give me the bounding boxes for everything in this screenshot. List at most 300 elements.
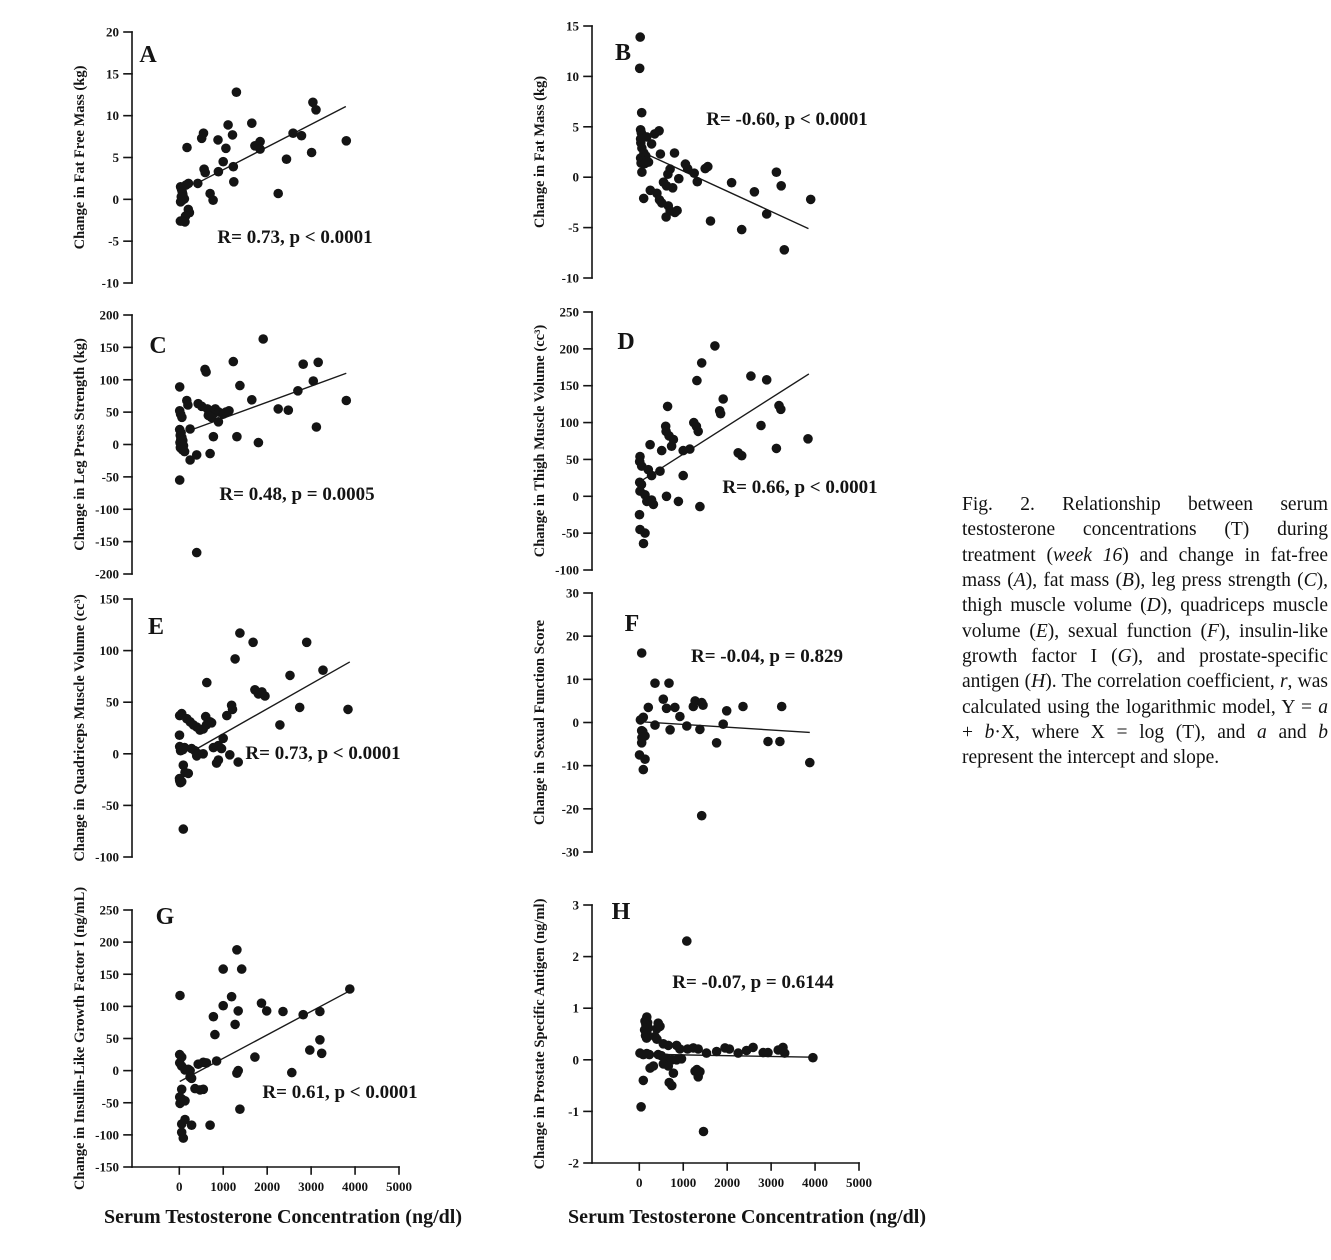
data-point (647, 471, 657, 481)
x-axis-title-left: Serum Testosterone Concentration (ng/dl) (104, 1206, 462, 1228)
data-point (343, 705, 353, 715)
data-point (247, 395, 257, 405)
scatter-panel-b (520, 10, 960, 310)
caption-italic-segment: F (1207, 620, 1219, 642)
data-point (805, 758, 815, 768)
caption-text-segment: ), sexual function ( (1047, 620, 1208, 642)
data-point (237, 964, 247, 974)
data-point (177, 777, 187, 787)
y-tick-label: 100 (559, 415, 579, 431)
data-point (677, 1054, 687, 1064)
data-point (645, 1050, 655, 1060)
data-point (248, 638, 258, 648)
data-point (225, 750, 235, 760)
data-point (210, 1030, 220, 1040)
data-point (209, 432, 219, 442)
data-point (230, 1020, 240, 1030)
data-point (177, 1119, 187, 1129)
data-point (223, 120, 233, 130)
panel-letter: C (149, 333, 167, 359)
data-point (662, 704, 672, 714)
data-point (675, 712, 685, 722)
data-point (315, 1035, 325, 1045)
data-point (233, 757, 243, 767)
x-tick-label: 5000 (846, 1175, 872, 1190)
data-point (295, 703, 305, 713)
correlation-annotation: R= -0.04, p = 0.829 (690, 646, 844, 667)
y-tick-label: 50 (566, 451, 579, 467)
data-point (722, 706, 732, 716)
panel-letter: G (155, 904, 175, 930)
x-tick-label: 0 (176, 1179, 183, 1194)
data-point (345, 984, 355, 994)
y-tick-label: -5 (568, 220, 579, 236)
data-point (218, 157, 228, 167)
data-point (639, 765, 649, 775)
data-points (175, 945, 355, 1143)
data-point (232, 87, 242, 97)
data-point (177, 413, 187, 423)
data-point (682, 721, 692, 731)
data-point (180, 447, 190, 457)
data-point (664, 1041, 674, 1051)
data-point (637, 733, 647, 743)
caption-italic-segment: E (1035, 620, 1048, 642)
data-point (702, 1048, 712, 1058)
caption-italic-segment: H (1031, 671, 1046, 693)
data-point (733, 1048, 743, 1058)
data-point (662, 492, 672, 502)
data-point (689, 168, 699, 178)
figure-caption (962, 492, 1328, 771)
scatter-panel-a (60, 10, 500, 310)
data-point (198, 749, 208, 759)
data-point (182, 143, 192, 153)
data-point (229, 357, 239, 367)
data-point (184, 769, 194, 779)
data-point (644, 703, 654, 713)
data-point (207, 718, 217, 728)
data-point (636, 1102, 646, 1112)
y-tick-label: -150 (95, 534, 119, 550)
data-points (635, 648, 815, 820)
data-point (738, 702, 748, 712)
y-tick-label: 10 (566, 671, 579, 687)
data-point (235, 1104, 245, 1114)
data-point (674, 174, 684, 184)
caption-italic-segment: b (984, 722, 995, 744)
data-point (698, 700, 708, 710)
caption-italic-segment: week 16 (1052, 544, 1123, 566)
y-tick-label: 150 (99, 339, 119, 355)
y-axis-title: Change in Leg Press Strength (kg) (72, 338, 88, 551)
y-axis-title: Change in Quadriceps Muscle Volume (cc³) (72, 594, 88, 862)
data-point (176, 746, 186, 756)
data-point (780, 1048, 790, 1058)
data-point (642, 1033, 652, 1043)
data-point (663, 402, 673, 412)
data-point (305, 1045, 315, 1055)
y-axis-title: Change in Fat Free Mass (kg) (72, 65, 88, 250)
data-point (639, 539, 649, 549)
data-point (233, 1066, 243, 1076)
y-tick-label: 15 (566, 18, 579, 34)
data-point (311, 105, 321, 115)
data-point (175, 991, 185, 1001)
data-point (655, 1022, 665, 1032)
data-point (275, 720, 285, 730)
caption-italic-segment: a (1318, 696, 1328, 718)
y-tick-label: 250 (559, 304, 579, 320)
data-points (635, 32, 816, 254)
data-points (635, 341, 813, 548)
y-tick-label: 0 (112, 191, 119, 207)
data-point (661, 212, 671, 222)
data-point (318, 665, 328, 675)
data-point (693, 1072, 703, 1082)
x-tick-label: 1000 (210, 1179, 237, 1194)
data-point (228, 130, 238, 140)
caption-text-segment: ), thigh muscle volume ( (962, 570, 1328, 617)
data-point (214, 167, 224, 177)
data-point (298, 1010, 308, 1020)
data-point (647, 139, 657, 149)
scatter-panel-c (60, 303, 500, 603)
data-points (175, 628, 353, 834)
correlation-annotation: R= 0.73, p < 0.0001 (217, 227, 373, 248)
data-point (763, 1048, 773, 1058)
y-tick-label: 50 (106, 404, 119, 420)
y-tick-label: -50 (561, 525, 579, 541)
y-tick-label: 200 (559, 341, 579, 357)
y-tick-label: -5 (108, 233, 119, 249)
y-tick-label: 100 (99, 372, 119, 388)
data-point (667, 441, 677, 451)
y-tick-label: 100 (99, 998, 119, 1014)
y-tick-label: 1 (572, 1000, 579, 1016)
data-point (224, 406, 234, 416)
caption-text-segment: ). The correlation coefficient, (1045, 671, 1280, 693)
y-axis-title: Change in Prostate Specific Antigen (ng/ml) (532, 898, 548, 1170)
correlation-annotation: R= 0.61, p < 0.0001 (262, 1082, 418, 1103)
data-point (175, 382, 185, 392)
data-point (635, 64, 645, 74)
caption-text-segment: + (962, 722, 985, 744)
data-point (175, 730, 185, 740)
y-tick-label: 15 (106, 66, 119, 82)
data-point (282, 154, 292, 164)
data-point (254, 438, 264, 448)
data-point (247, 118, 257, 128)
y-axis-title: Change in Insulin-Like Growth Factor I (ng/mL) (72, 886, 88, 1191)
trend-line (193, 662, 349, 751)
data-point (657, 446, 667, 456)
data-point (199, 128, 209, 138)
y-tick-label: -10 (561, 270, 579, 286)
y-tick-label: 0 (112, 437, 119, 452)
y-tick-label: 0 (112, 746, 119, 762)
x-tick-label: 4000 (342, 1179, 369, 1194)
data-points (176, 87, 352, 226)
data-point (644, 157, 654, 167)
data-point (180, 1096, 190, 1106)
data-point (737, 225, 747, 235)
y-tick-label: 100 (99, 643, 119, 659)
data-point (235, 628, 245, 638)
data-point (315, 1007, 325, 1017)
data-point (716, 409, 726, 419)
data-point (670, 148, 680, 158)
data-point (808, 1053, 818, 1063)
caption-text-segment: ), and prostate-specific antigen ( (962, 646, 1328, 693)
y-tick-label: 250 (99, 902, 119, 918)
data-point (637, 108, 647, 118)
data-point (712, 1047, 722, 1057)
data-point (712, 738, 722, 748)
y-tick-label: -150 (95, 1159, 119, 1175)
y-tick-label: 0 (572, 488, 579, 504)
data-point (273, 189, 283, 199)
data-point (284, 405, 294, 415)
caption-text-segment: and (1266, 722, 1319, 744)
data-point (756, 421, 766, 431)
data-point (664, 678, 674, 688)
data-point (201, 367, 211, 377)
correlation-annotation: R= -0.07, p = 0.6144 (672, 972, 834, 993)
y-tick-label: -50 (101, 469, 119, 485)
caption-italic-segment: B (1121, 570, 1134, 592)
panel-letter: F (624, 611, 640, 637)
y-tick-label: 10 (106, 108, 119, 124)
y-tick-label: -10 (561, 758, 579, 774)
data-point (699, 1127, 709, 1137)
data-point (230, 654, 240, 664)
data-point (718, 719, 728, 729)
caption-text-segment: ) and change in fat-free mass ( (962, 544, 1329, 592)
y-tick-label: 50 (106, 694, 119, 710)
data-point (639, 194, 649, 204)
data-point (199, 164, 209, 174)
panel-letter: A (139, 42, 157, 68)
data-point (250, 1052, 260, 1062)
data-point (635, 32, 645, 42)
caption-italic-segment: a (1257, 722, 1267, 744)
data-point (187, 1074, 197, 1084)
data-point (209, 1012, 219, 1022)
data-point (750, 187, 760, 197)
y-tick-label: -20 (561, 801, 579, 817)
y-tick-label: -200 (95, 566, 119, 582)
data-point (780, 245, 790, 255)
data-point (645, 440, 655, 450)
data-point (212, 758, 222, 768)
data-point (199, 1085, 209, 1095)
data-point (706, 216, 716, 226)
data-point (762, 375, 772, 385)
caption-text-segment: represent the intercept and slope. (962, 747, 1220, 769)
data-point (193, 1059, 203, 1069)
data-point (185, 424, 195, 434)
y-tick-label: 200 (99, 934, 119, 950)
data-point (697, 358, 707, 368)
data-points (635, 936, 818, 1136)
data-point (640, 528, 650, 538)
data-point (649, 500, 659, 510)
data-point (217, 744, 227, 754)
data-point (218, 964, 228, 974)
data-point (695, 502, 705, 512)
caption-text-segment: ·X, where X = log (T), and (994, 722, 1258, 744)
data-point (693, 177, 703, 187)
data-point (232, 432, 242, 442)
caption-italic-segment: C (1303, 570, 1317, 592)
data-point (193, 179, 203, 189)
data-point (775, 737, 785, 747)
y-tick-label: 150 (559, 378, 579, 394)
y-tick-label: -10 (101, 275, 119, 291)
correlation-annotation: R= 0.48, p = 0.0005 (219, 484, 375, 505)
data-point (665, 725, 675, 735)
data-point (672, 206, 682, 216)
data-point (655, 466, 665, 476)
data-point (317, 1049, 327, 1059)
data-point (748, 1043, 758, 1053)
data-point (650, 720, 660, 730)
data-point (678, 471, 688, 481)
data-point (297, 131, 307, 141)
data-point (635, 510, 645, 520)
y-tick-label: 2 (572, 949, 579, 965)
data-point (262, 1006, 272, 1016)
x-tick-label: 5000 (386, 1179, 412, 1194)
data-point (668, 183, 678, 193)
data-point (659, 694, 669, 704)
data-point (342, 136, 352, 146)
data-point (670, 703, 680, 713)
data-point (258, 334, 268, 344)
scatter-panel-d (520, 303, 960, 603)
data-point (293, 386, 303, 396)
y-tick-label: 50 (106, 1031, 119, 1046)
x-tick-label: 1000 (670, 1175, 697, 1190)
data-point (649, 1061, 659, 1071)
data-point (762, 209, 772, 219)
y-tick-label: 0 (112, 1063, 119, 1079)
data-points (175, 334, 351, 557)
caption-text-segment: ), leg press strength ( (1133, 570, 1304, 592)
data-point (298, 359, 308, 369)
data-point (273, 404, 283, 414)
data-point (669, 1068, 679, 1078)
data-point (212, 1056, 222, 1066)
y-tick-label: 3 (572, 897, 579, 913)
data-point (637, 648, 647, 658)
data-point (202, 678, 212, 688)
caption-text-segment: Fig. 2. Relationship between serum testosterone concentrations (T) during treatment ( (962, 494, 1328, 566)
data-point (309, 376, 319, 386)
data-point (175, 475, 185, 485)
y-tick-label: 150 (99, 966, 119, 982)
data-point (695, 725, 705, 735)
data-point (650, 678, 660, 688)
y-axis-title: Change in Thigh Muscle Volume (cc³) (532, 324, 548, 558)
data-point (192, 548, 202, 558)
caption-italic-segment: D (1146, 595, 1161, 617)
data-point (312, 422, 322, 432)
y-tick-label: -100 (555, 562, 579, 578)
y-axis-title: Change in Sexual Function Score (532, 619, 548, 826)
data-point (637, 167, 647, 177)
correlation-annotation: R= 0.73, p < 0.0001 (245, 743, 401, 764)
data-point (718, 394, 728, 404)
y-tick-label: 10 (566, 68, 579, 84)
data-point (703, 162, 713, 172)
scatter-panel-h (520, 878, 960, 1260)
y-tick-label: 20 (106, 24, 119, 40)
data-point (287, 1068, 297, 1078)
y-tick-label: 5 (112, 150, 119, 165)
data-point (685, 444, 695, 454)
data-point (636, 715, 646, 725)
data-point (640, 754, 650, 764)
caption-italic-segment: G (1117, 646, 1132, 668)
data-point (776, 405, 786, 415)
scatter-panel-g (60, 878, 500, 1260)
scatter-panel-e (60, 588, 500, 888)
x-tick-label: 3000 (758, 1175, 785, 1190)
data-point (693, 427, 703, 437)
scatter-panel-f (520, 585, 960, 888)
panel-letter: H (611, 899, 631, 925)
data-point (179, 824, 189, 834)
data-point (772, 444, 782, 454)
data-point (692, 376, 702, 386)
y-tick-label: -50 (101, 1095, 119, 1111)
data-point (218, 1001, 228, 1011)
data-point (342, 396, 352, 406)
data-point (278, 1007, 288, 1017)
data-point (229, 177, 239, 187)
data-point (187, 1120, 197, 1130)
data-point (184, 179, 194, 189)
x-tick-label: 4000 (802, 1175, 829, 1190)
data-point (202, 1058, 212, 1068)
data-point (185, 455, 195, 465)
x-axis-title-right: Serum Testosterone Concentration (ng/dl) (568, 1206, 926, 1228)
panel-letter: B (614, 40, 632, 66)
caption-text-segment: ), fat mass ( (1025, 570, 1122, 592)
data-point (682, 936, 692, 946)
data-point (664, 1078, 674, 1088)
data-point (710, 341, 720, 351)
data-point (639, 1076, 649, 1086)
x-tick-label: 2000 (254, 1179, 281, 1194)
data-point (777, 702, 787, 712)
x-tick-label: 2000 (714, 1175, 741, 1190)
y-tick-label: 0 (572, 1052, 579, 1068)
data-point (218, 734, 228, 744)
data-point (233, 1006, 243, 1016)
y-tick-label: -2 (568, 1155, 579, 1171)
y-tick-label: -50 (101, 797, 119, 813)
caption-text-segment: ), quadriceps muscle volume ( (962, 595, 1328, 642)
caption-italic-segment: b (1318, 722, 1329, 744)
data-point (255, 144, 265, 154)
data-point (763, 737, 773, 747)
data-point (313, 358, 323, 368)
data-point (221, 144, 231, 154)
data-point (650, 129, 660, 139)
